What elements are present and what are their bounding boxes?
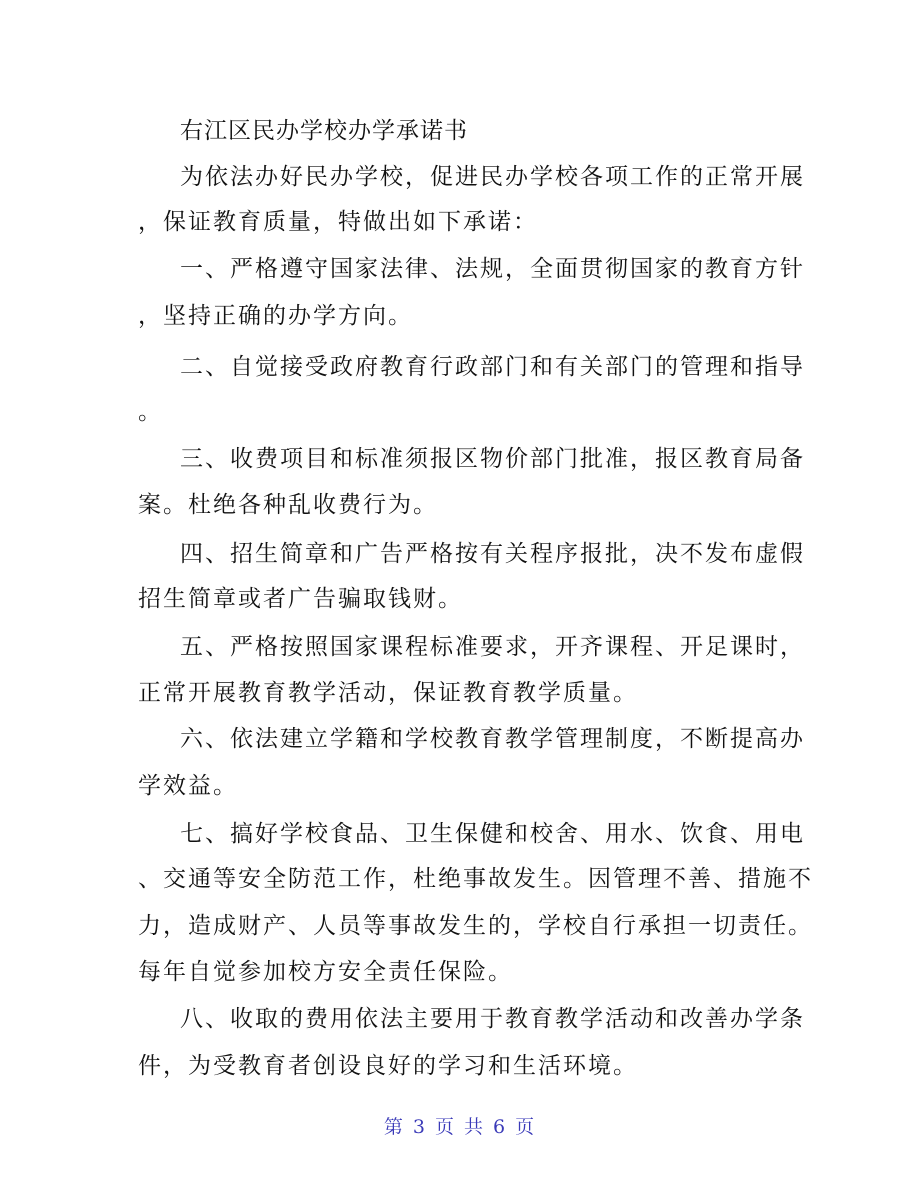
paragraph-line: 三、收费项目和标准须报区物价部门批准，报区教育局备 bbox=[180, 446, 805, 472]
paragraph-line: 力，造成财产、人员等事故发生的，学校自行承担一切责任。 bbox=[138, 913, 813, 939]
paragraph-line: 为依法办好民办学校，促进民办学校各项工作的正常开展 bbox=[180, 164, 805, 190]
page-number-footer: 第 3 页 共 6 页 bbox=[383, 1116, 537, 1138]
paragraph-line: 八、收取的费用依法主要用于教育教学活动和改善办学条 bbox=[180, 1006, 805, 1032]
paragraph-line: 二、自觉接受政府教育行政部门和有关部门的管理和指导 bbox=[180, 354, 805, 380]
document-title: 右江区民办学校办学承诺书 bbox=[180, 118, 468, 144]
paragraph-line: 七、搞好学校食品、卫生保健和校舍、用水、饮食、用电 bbox=[180, 821, 805, 847]
paragraph-line: 案。杜绝各种乱收费行为。 bbox=[138, 492, 438, 518]
paragraph-line: 件，为受教育者创设良好的学习和生活环境。 bbox=[138, 1053, 638, 1079]
paragraph-line: 五、严格按照国家课程标准要求，开齐课程、开足课时， bbox=[180, 634, 805, 660]
paragraph-line: ，坚持正确的办学方向。 bbox=[138, 303, 413, 329]
paragraph-line: 正常开展教育教学活动，保证教育教学质量。 bbox=[138, 680, 638, 706]
paragraph-line: 四、招生简章和广告严格按有关程序报批，决不发布虚假 bbox=[180, 541, 805, 567]
paragraph-line: ，保证教育质量，特做出如下承诺： bbox=[138, 209, 538, 235]
paragraph-line: 每年自觉参加校方安全责任保险。 bbox=[138, 959, 513, 985]
paragraph-line: 、交通等安全防范工作，杜绝事故发生。因管理不善、措施不 bbox=[138, 866, 813, 892]
paragraph-line: 。 bbox=[138, 399, 163, 425]
paragraph-line: 学效益。 bbox=[138, 773, 238, 799]
paragraph-line: 招生简章或者广告骗取钱财。 bbox=[138, 586, 463, 612]
paragraph-line: 六、依法建立学籍和学校教育教学管理制度，不断提高办 bbox=[180, 726, 805, 752]
paragraph-line: 一、严格遵守国家法律、法规，全面贯彻国家的教育方针 bbox=[180, 256, 805, 282]
